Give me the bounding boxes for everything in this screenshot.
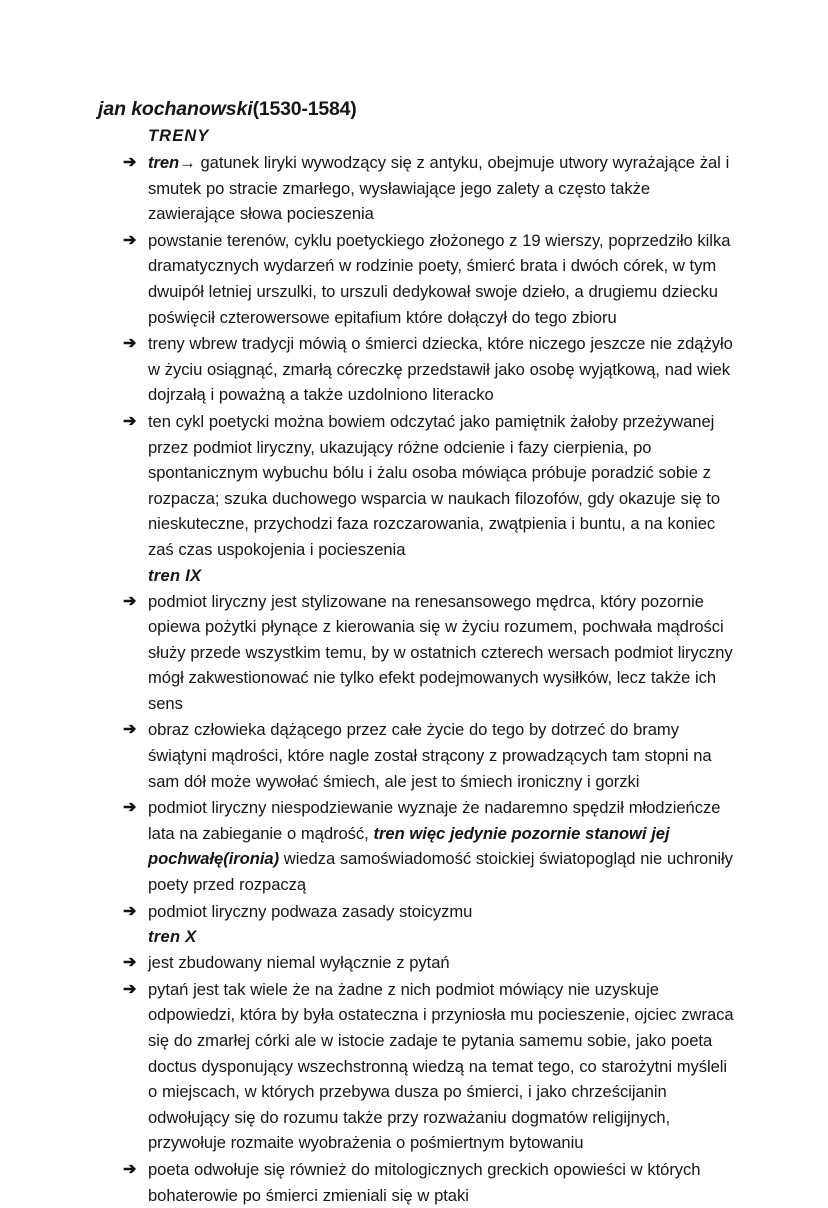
arrow-bullet-icon: ➔ [123,335,137,353]
author-dates: (1530-1584) [252,98,357,120]
list-item-text: podmiot liryczny podwaza zasady stoicyzmu [148,901,473,921]
bullet-list-tren-x [96,950,736,1208]
list-item-text: pytań jest tak wiele że na żadne z nich podmiot mówiący nie uzyskuje odpowiedzi, która by była ostateczna i przyniosła mu pocieszenie, ojciec zwraca się do zmarłej córki ale w istocie zadaje te pytania samemu sobie, jako poeta doctus dysponujący wszechstronną wiedzą na temat tego, co starożytni myśleli o miejscach, w których przebywa dusza po śmierci, i jako chrześcijanin odwołujący się do rozumu także przy rozważaniu dogmatów religijnych, przywołuje rozmaite wyobrażenia o pośmiertnym bytowaniu [148,979,734,1153]
list-item [96,1157,736,1208]
arrow-bullet-icon: ➔ [123,412,137,430]
section-heading-tren-x: tren X [148,928,197,947]
list-item-text: podmiot liryczny jest stylizowane na renesansowego mędrca, który pozornie opiewa pożytki płynące z kierowania się w życiu rozumem, pochwała mądrości służy przede wszystkim temu, by w ostatnich czterech wersach podmiot liryczny mógł zakwestionować nie tylko efekt podejmowanych wysiłków, lecz także ich sens [148,591,733,713]
list-item-text: jest zbudowany niemal wyłącznie z pytań [148,953,450,973]
list-item-text: ten cykl poetycki można bowiem odczytać jako pamiętnik żałoby przeżywanej przez podmiot liryczny, ukazujący różne odcienie i fazy cierpienia, po spontanicznym wybuchu bólu i żalu osoba mówiąca próbuje poradzić sobie z rozpacza; szuka duchowego wsparcia w naukach filozofów, gdy okazuje się to nieskuteczne, przychodzi faza rozczarowania, zwątpienia i buntu, a na koniec zaś czas uspokojenia i pocieszenia [148,411,721,559]
list-item-body-after: wiedza samoświadomość stoickiej światopogląd nie uchroniły poety przed rozpaczą [148,849,733,895]
list-item-text: treny wbrew tradycji mówią o śmierci dziecka, które niczego jeszcze nie zdążyło w życiu osiągnąć, zmarłą córeczkę przedstawił jako osobę wyjątkową, nad wiek dojrzałą i poważną a także uzdolniono literacko [148,334,733,405]
list-item-body: gatunek liryki wywodzący się z antyku, obejmuje utwory wyrażające żal i smutek po stracie zmarłego, wysławiające jego zalety a często także zawierające słowa pocieszenia [148,153,730,224]
list-item-text [148,798,733,894]
arrow-bullet-icon: ➔ [123,1160,137,1178]
arrow-bullet-icon: ➔ [123,799,137,817]
arrow-bullet-icon: ➔ [123,721,137,739]
list-item-text: poeta odwołuje się również do mitologicznych greckich opowieści w których bohaterowie po śmierci zmieniali się w ptaki [148,1159,701,1205]
arrow-bullet-icon: ➔ [123,592,137,610]
list-item [96,589,736,717]
section-heading-treny: TRENY [148,127,210,145]
bullet-list-treny [96,150,736,563]
list-item [96,150,736,227]
bullet-list-tren-ix [96,589,736,925]
arrow-bullet-icon: ➔ [123,954,137,972]
list-item [96,331,736,408]
list-item-text: powstanie terenów, cyklu poetyckiego złożonego z 19 wierszy, poprzedziło kilka dramatycznych wydarzeń w rodzinie poety, śmierć brata i dwóch córek, w tym dwuipół letniej urszulki, to urszuli dedykował swoje dzieło, a drugiemu dziecku poświęcił czterowersowe epitafium które dołączył do tego zbioru [148,230,731,327]
list-item-body-before: podmiot liryczny niespodziewanie wyznaje że nadaremno spędził młodzieńcze lata na zabieganie o mądrość, [148,798,721,843]
arrow-bullet-icon: ➔ [123,980,137,998]
author-name: jan kochanowski [98,98,253,120]
page-title [98,96,736,122]
list-item-text [148,153,729,223]
term-tren: tren [148,153,180,172]
section-heading-tren-ix: tren IX [148,566,202,585]
list-item [96,950,736,976]
inline-arrow-icon: → [179,153,196,172]
arrow-bullet-icon: ➔ [123,902,137,920]
arrow-bullet-icon: ➔ [123,154,137,171]
list-item [96,977,736,1156]
list-item [96,795,736,897]
emphasis-text: tren więc jedynie pozornie stanowi jej pochwałę(ironia) [148,823,670,869]
list-item [96,717,736,794]
arrow-bullet-icon: ➔ [123,231,137,249]
list-item [96,228,736,330]
list-item [96,899,736,925]
list-item-text: obraz człowieka dążącego przez całe życie do tego by dotrzeć do bramy świątyni mądrości, które nagle został strącony z prowadzących tam stopni na sam dół może wywołać śmiech, ale jest to śmiech ironiczny i gorzki [148,720,712,791]
list-item [96,409,736,563]
